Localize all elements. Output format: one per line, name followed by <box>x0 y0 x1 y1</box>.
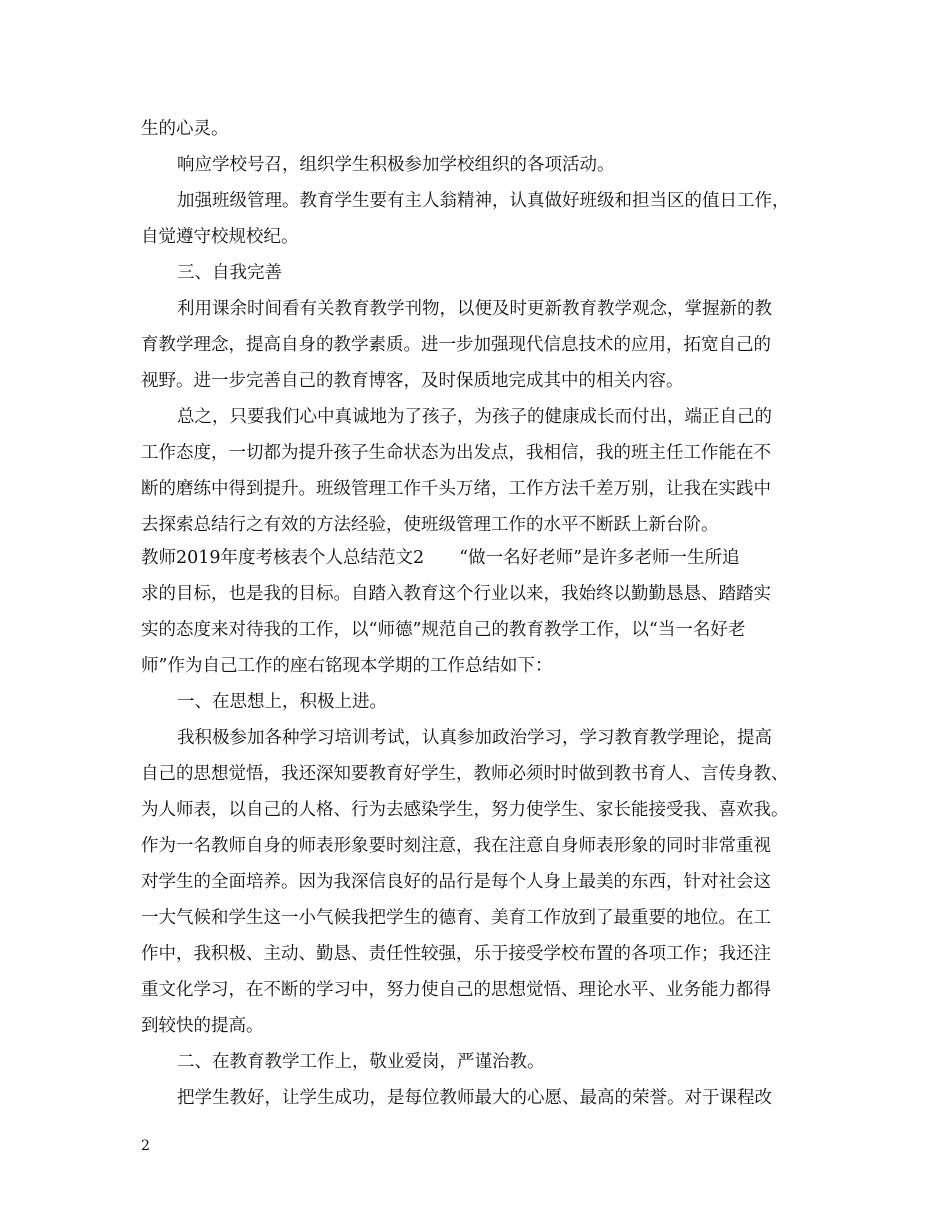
text-line: 自己的思想觉悟，我还深知要教育好学生，教师必须时时做到教书育人、言传身教、 <box>141 764 789 784</box>
text-line: 工作态度，一切都为提升孩子生命状态为出发点，我相信，我的班主任工作能在不 <box>141 443 771 463</box>
text-line: 加强班级管理。教育学生要有主人翁精神，认真做好班级和担当区的值日工作， <box>177 191 790 211</box>
text-line: 一大气候和学生这一小气候我把学生的德育、美育工作放到了最重要的地位。在工 <box>141 908 771 928</box>
text-line: 把学生教好，让学生成功，是每位教师最大的心愿、最高的荣誉。对于课程改 <box>177 1088 772 1108</box>
article-title-line: 教师2019年度考核表个人总结范文2 “做一名好老师”是许多老师一生所追 <box>141 548 740 568</box>
text-line: 生的心灵。 <box>141 119 229 139</box>
text-line: 自觉遵守校规校纪。 <box>141 227 299 247</box>
text-line: 去探索总结行之有效的方法经验，使班级管理工作的水平不断跃上新台阶。 <box>141 515 719 535</box>
text-line: 作中，我积极、主动、勤恳、责任性较强，乐于接受学校布置的各项工作；我还注 <box>141 944 771 964</box>
section-heading: 一、在思想上，积极上进。 <box>177 692 387 712</box>
text-line: 重文化学习，在不断的学习中，努力使自己的思想觉悟、理论水平、业务能力都得 <box>141 980 771 1000</box>
text-line: 求的目标，也是我的目标。自踏入教育这个行业以来，我始终以勤勤恳恳、踏踏实 <box>141 584 771 604</box>
text-line: 断的磨练中得到提升。班级管理工作千头万绪，工作方法千差万别，让我在实践中 <box>141 479 771 499</box>
text-line: 到较快的提高。 <box>141 1016 264 1036</box>
text-line: 为人师表，以自己的人格、行为去感染学生，努力使学生、家长能接受我、喜欢我。 <box>141 800 789 820</box>
text-line: 对学生的全面培养。因为我深信良好的品行是每个人身上最美的东西，针对社会这 <box>141 872 771 892</box>
text-line: 作为一名教师自身的师表形象要时刻注意，我在注意自身师表形象的同时非常重视 <box>141 836 771 856</box>
section-heading: 三、自我完善 <box>177 263 282 283</box>
section-heading: 二、在教育教学工作上，敬业爱岗，严谨治教。 <box>177 1052 545 1072</box>
text-line: 育教学理念，提高自身的教学素质。进一步加强现代信息技术的应用，拓宽自己的 <box>141 335 771 355</box>
page-number: 2 <box>141 1138 150 1154</box>
text-line: 总之，只要我们心中真诚地为了孩子，为孩子的健康成长而付出，端正自己的 <box>177 407 772 427</box>
text-line: 师”作为自己工作的座右铭现本学期的工作总结如下： <box>141 656 553 676</box>
text-line: 响应学校号召，组织学生积极参加学校组织的各项活动。 <box>177 155 615 175</box>
text-line: 我积极参加各种学习培训考试，认真参加政治学习，学习教育教学理论，提高 <box>177 728 772 748</box>
text-line: 视野。进一步完善自己的教育博客，及时保质地完成其中的相关内容。 <box>141 371 684 391</box>
text-line: 利用课余时间看有关教育教学刊物，以便及时更新教育教学观念，掌握新的教 <box>177 299 772 319</box>
text-line: 实的态度来对待我的工作，以“师德”规范自己的教育教学工作，以“当一名好老 <box>141 620 746 640</box>
